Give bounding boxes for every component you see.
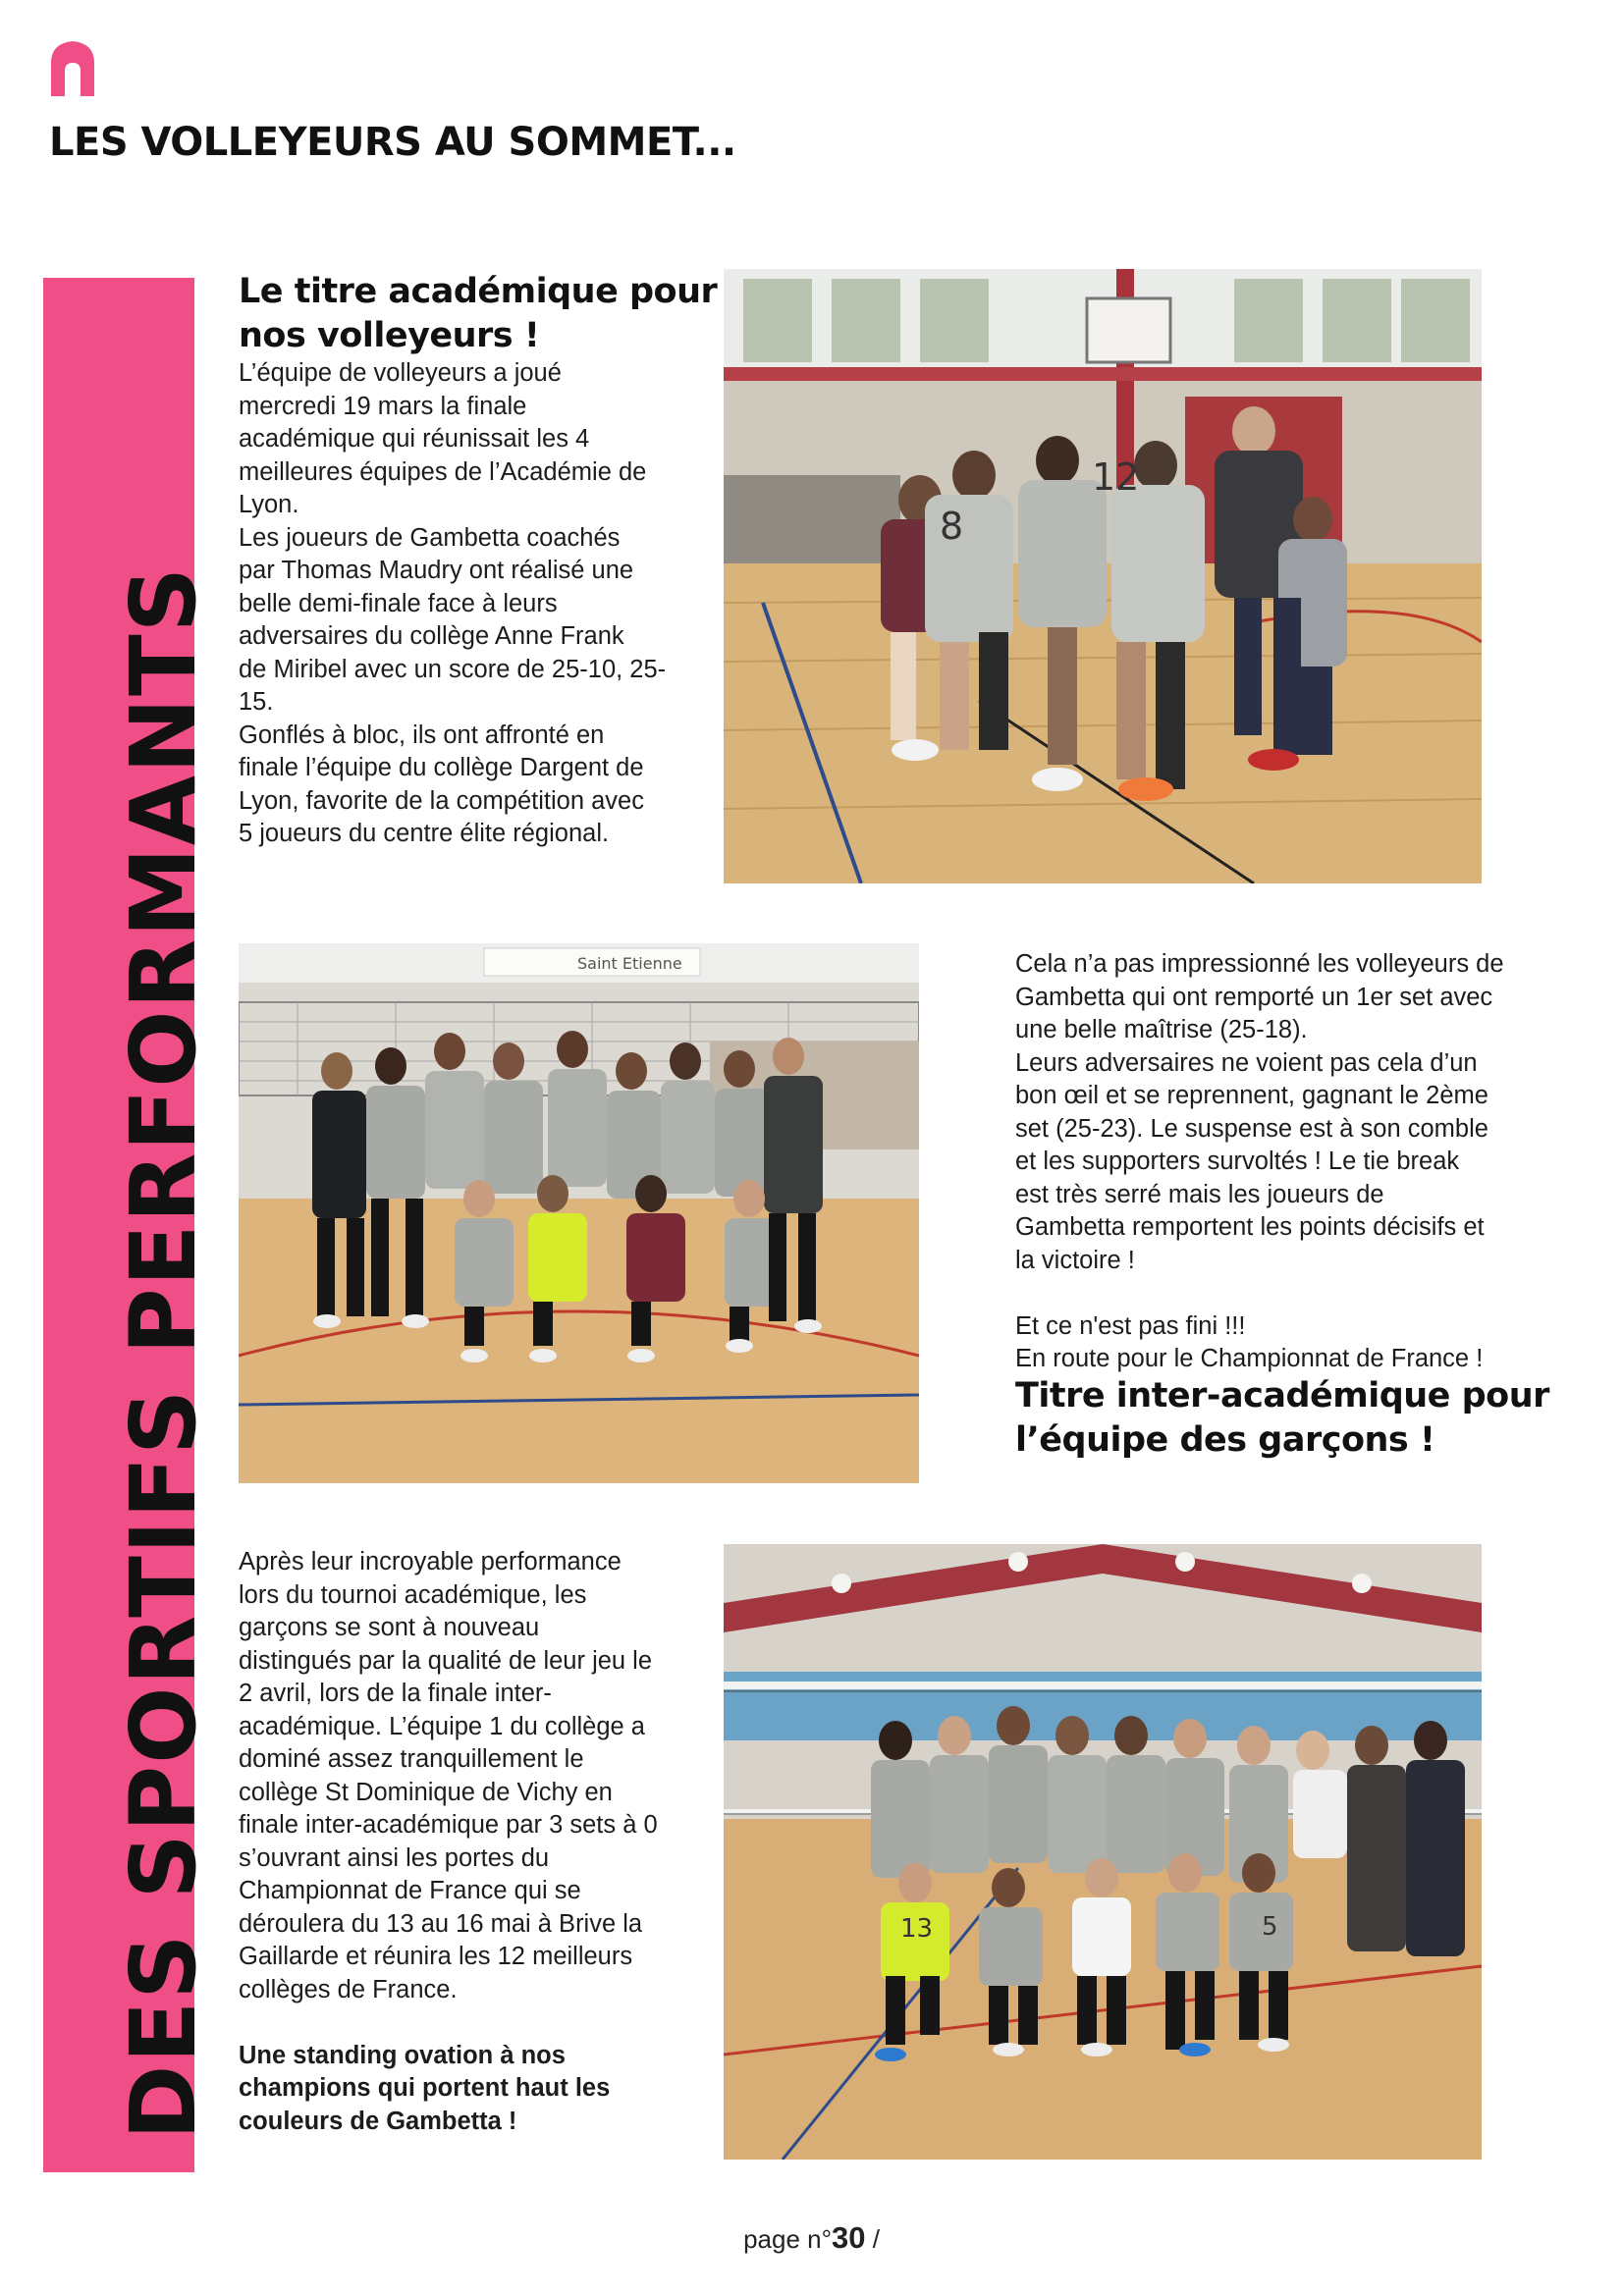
text-line: Après leur incroyable performance xyxy=(239,1548,622,1575)
text-line: Une standing ovation à nos xyxy=(239,2041,566,2069)
article-title-inter-academic xyxy=(1015,1374,1549,1463)
article-body-academic xyxy=(239,357,710,851)
text-line: En route pour le Championnat de France ! xyxy=(1015,1345,1484,1372)
page-title: LES VOLLEYEURS AU SOMMET... xyxy=(49,120,736,165)
article-body-final xyxy=(1015,948,1575,1376)
text-line: finale inter-académique par 3 sets à 0 xyxy=(239,1811,658,1839)
text-line: Cela n’a pas impressionné les volleyeurs de xyxy=(1015,950,1504,978)
text-line: finale l’équipe du collège Dargent de xyxy=(239,754,644,781)
page-suffix: / xyxy=(865,2224,880,2254)
title-line: nos volleyeurs ! xyxy=(239,316,540,355)
text-line: Gonflés à bloc, ils ont affronté en xyxy=(239,721,605,749)
text-line: 5 joueurs du centre élite régional. xyxy=(239,820,610,847)
page-number xyxy=(0,2220,1623,2256)
sidebar-label: DES SPORTIFS PERFORMANTS xyxy=(111,564,216,2140)
text-line: académique qui réunissait les 4 xyxy=(239,425,590,453)
jersey-number: 13 xyxy=(900,1914,934,1944)
photo-inter-academic-team xyxy=(724,1544,1482,2160)
article-title-academic xyxy=(239,270,717,358)
text-line: Gambetta qui ont remporté un 1er set avec xyxy=(1015,983,1493,1011)
text-line: meilleures équipes de l’Académie de xyxy=(239,457,647,486)
jersey-number: 12 xyxy=(1092,455,1140,499)
text-line: Les joueurs de Gambetta coachés xyxy=(239,523,621,552)
title-line: l’équipe des garçons ! xyxy=(1015,1420,1435,1460)
text-line: Lyon. xyxy=(239,491,299,518)
text-line: et les supporters survoltés ! Le tie break xyxy=(1015,1148,1460,1175)
text-line: adversaires du collège Anne Frank xyxy=(239,622,624,650)
text-line: une belle maîtrise (25-18). xyxy=(1015,1016,1308,1043)
text-line: Leurs adversaires ne voient pas cela d’un xyxy=(1015,1048,1478,1077)
text-line xyxy=(1015,1277,1575,1310)
text-line: L’équipe de volleyeurs a joué xyxy=(239,359,562,387)
text-line: bon œil et se reprennent, gagnant le 2ème xyxy=(1015,1082,1488,1109)
text-line: Championnat de France qui se xyxy=(239,1877,581,1904)
text-line: académique. L’équipe 1 du collège a xyxy=(239,1712,645,1740)
jersey-number: 8 xyxy=(940,505,964,548)
text-line: est très serré mais les joueurs de xyxy=(1015,1180,1384,1208)
text-line: garçons se sont à nouveau xyxy=(239,1614,540,1641)
home-icon xyxy=(47,37,98,98)
text-line: Et ce n'est pas fini !!! xyxy=(1015,1311,1246,1340)
text-line: belle demi-finale face à leurs xyxy=(239,589,558,617)
text-line: dominé assez tranquillement le xyxy=(239,1745,584,1773)
text-line: collèges de France. xyxy=(239,1975,458,2003)
text-line: la victoire ! xyxy=(1015,1246,1135,1274)
text-line: déroulera du 13 au 16 mai à Brive la xyxy=(239,1909,643,1938)
spacer xyxy=(239,2006,710,2040)
gym-banner-text: Saint Etienne xyxy=(577,954,682,973)
text-line: set (25-23). Le suspense est à son comble xyxy=(1015,1114,1488,1143)
text-line: lors du tournoi académique, les xyxy=(239,1580,587,1609)
text-line: s’ouvrant ainsi les portes du xyxy=(239,1843,550,1872)
title-line: Le titre académique pour xyxy=(239,272,718,311)
text-line: distingués par la qualité de leur jeu le xyxy=(239,1646,653,1675)
page-prefix: page n° xyxy=(743,2224,832,2254)
article-body-inter-academic xyxy=(239,1546,710,2138)
text-line: 15. xyxy=(239,688,274,716)
jersey-number: 5 xyxy=(1262,1912,1278,1942)
text-line: de Miribel avec un score de 25-10, 25- xyxy=(239,655,667,683)
photo-team-group xyxy=(239,943,919,1483)
text-line: couleurs de Gambetta ! xyxy=(239,2107,517,2135)
text-line: collège St Dominique de Vichy en xyxy=(239,1778,613,1806)
text-line: par Thomas Maudry ont réalisé une xyxy=(239,557,634,584)
text-line: 2 avril, lors de la finale inter- xyxy=(239,1680,552,1707)
photo-team-celebration xyxy=(724,269,1482,883)
page-number-value: 30 xyxy=(831,2220,866,2255)
text-line: Gaillarde et réunira les 12 meilleurs xyxy=(239,1943,633,1970)
text-line: mercredi 19 mars la finale xyxy=(239,392,527,420)
text-line: champions qui portent haut les xyxy=(239,2074,611,2102)
text-line: Lyon, favorite de la compétition avec xyxy=(239,786,644,815)
text-line: Gambetta remportent les points décisifs et xyxy=(1015,1213,1485,1241)
title-line: Titre inter-académique pour xyxy=(1015,1376,1549,1415)
